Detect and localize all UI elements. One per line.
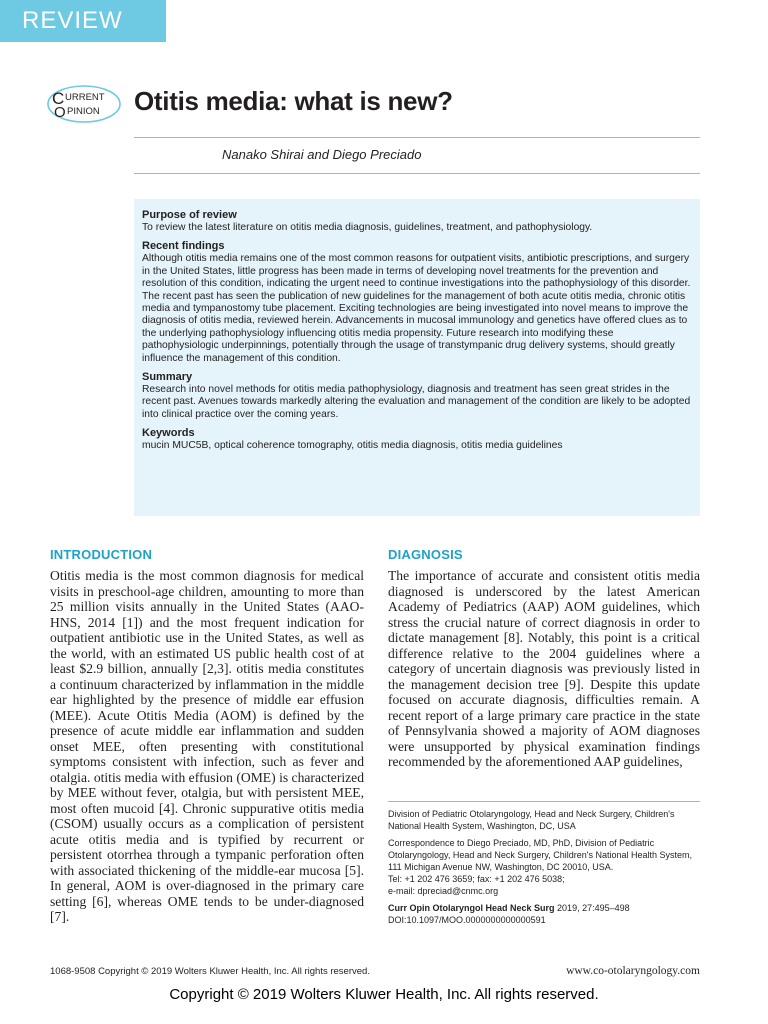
logo-letter-c: C <box>52 89 65 108</box>
logo-line-2: PINION <box>67 106 100 117</box>
current-opinion-logo <box>46 84 122 124</box>
logo-letter-o: O <box>54 104 66 121</box>
purpose-text: To review the latest literature on otitis media diagnosis, guidelines, treatment, and pathophysiology. <box>142 222 593 233</box>
journal-name: Curr Opin Otolaryngol Head Neck Surg <box>388 903 555 913</box>
logo-line-1: URRENT <box>65 92 105 103</box>
footer-issn-copyright: 1068-9508 Copyright © 2019 Wolters Kluwer Health, Inc. All rights reserved. <box>50 966 370 977</box>
purpose-heading: Purpose of review <box>142 209 237 221</box>
doi-text[interactable]: DOI:10.1097/MOO.0000000000000591 <box>388 915 546 925</box>
division-text: Division of Pediatric Otolaryngology, Head and Neck Surgery, Children's National Health System, Washington, DC, USA <box>388 809 675 831</box>
journal-citation <box>388 902 702 914</box>
footer-website-link[interactable]: www.co-otolaryngology.com <box>566 965 700 977</box>
title-rule <box>134 137 700 138</box>
keywords-heading: Keywords <box>142 427 195 440</box>
diagnosis-paragraph: The importance of accurate and consistent otitis media diagnosed is underscored by the latest American Academy of Pediatrics (AAP) AOM guidelines, which stress the crucial nature of correct diagnosis in order to dictate management [8]. Notably, this point is a critical difference relative to the 2004 guidelines where a category of uncertain diagnosis was previously listed in the management decision tree [9]. Despite this update focused on accurate diagnosis, difficulties remain. A recent report of a large primary care practice in the state of Pennsylvania showed a majority of AOM diagnoses were unsupported by physical examination findings recommended by the aforementioned AAP guidelines, <box>388 568 700 769</box>
introduction-paragraph: Otitis media is the most common diagnosis for medical visits in preschool-age children, amounting to more than 25 million visits annually in the United States (AAO-HNS, 2014 [1]) and the most frequent indication for outpatient antibiotic use in the United States, as well as the world, with an estimated US public health cost of at least $2.9 billion, annually [2,3]. otitis media constitutes a continuum characterized by inflammation in the middle ear highlighted by the presence of middle ear effusion (MEE). Acute Otitis Media (AOM) is defined by the presence of acute middle ear inflammation and sudden onset MEE, often presenting with constitutional symptoms consistent with infection, such as fever and otalgia. otitis media with effusion (OME) is characterized by MEE without fever, otalgia, but with persistent MEE, most often mucoid [4]. Chronic suppurative otitis media (CSOM) usually occurs as a complication of persistent acute otitis media and is typified by recurrent or persistent otorrhea through a tympanic perforation often with associated thickening of the middle-ear mucosa [5]. In general, AOM is over-diagnosed in the primary care setting [6], whereas OME tends to be under-diagnosed [7]. <box>50 568 364 924</box>
article-title: Otitis media: what is new? <box>134 86 453 116</box>
introduction-heading: INTRODUCTION <box>50 547 153 562</box>
email-text[interactable]: e-mail: dpreciad@cnmc.org <box>388 886 499 896</box>
findings-heading: Recent findings <box>142 240 225 253</box>
abstract-box <box>134 199 700 516</box>
authors-rule <box>134 173 700 174</box>
diagnosis-heading: DIAGNOSIS <box>388 547 463 562</box>
copyright-banner: Copyright © 2019 Wolters Kluwer Health, Inc. All rights reserved. <box>169 986 599 1003</box>
contact-text: Tel: +1 202 476 3659; fax: +1 202 476 5038; <box>388 874 565 884</box>
summary-text: Research into novel methods for otitis media pathophysiology, diagnosis and treatment has seen great strides in the recent past. Avenues towards markedly altering the evaluation and management of the condition are likely to be adopted into clinical practice over the coming years. <box>142 384 691 420</box>
correspondence-text: Correspondence to Diego Preciado, MD, PhD, Division of Pediatric Otolaryngology, Head and Neck Surgery, Children's National Health System, 111 Michigan Avenue NW, Washington, DC 20010, USA. <box>388 838 693 872</box>
affiliation-block <box>388 808 702 931</box>
summary-heading: Summary <box>142 371 193 384</box>
authors: Nanako Shirai and Diego Preciado <box>222 147 422 162</box>
review-tab: REVIEW <box>0 0 166 42</box>
diagnosis-body <box>388 568 700 770</box>
citation-text: 2019, 27:495–498 <box>557 903 630 913</box>
findings-text: Although otitis media remains one of the most common reasons for outpatient visits, antibiotic prescriptions, and surgery in the United States, little progress has been made in terms of developing novel treatments for the prevention and resolution of this condition, indicating the urgent need to continue investigations into the pathophysiology of this disorder. The recent past has seen the publication of new guidelines for the management of both acute otitis media, chronic otitis media and tympanostomy tube placement. Exciting technologies are being investigated into novel means to improve the diagnosis of otitis media, reviewed herein. Advancements in mucosal immunology and genetics have offered clues as to the underlying pathophysiology influencing otitis media propensity. Future research into modifying these pathophysiologic underpinnings, potentially through the usage of transtympanic drug delivery systems, should greatly influence the management of this condition. <box>142 253 691 364</box>
affiliation-rule <box>388 801 700 802</box>
introduction-body <box>50 568 364 925</box>
keywords-text: mucin MUC5B, optical coherence tomography, otitis media diagnosis, otitis media guidelines <box>142 440 563 452</box>
